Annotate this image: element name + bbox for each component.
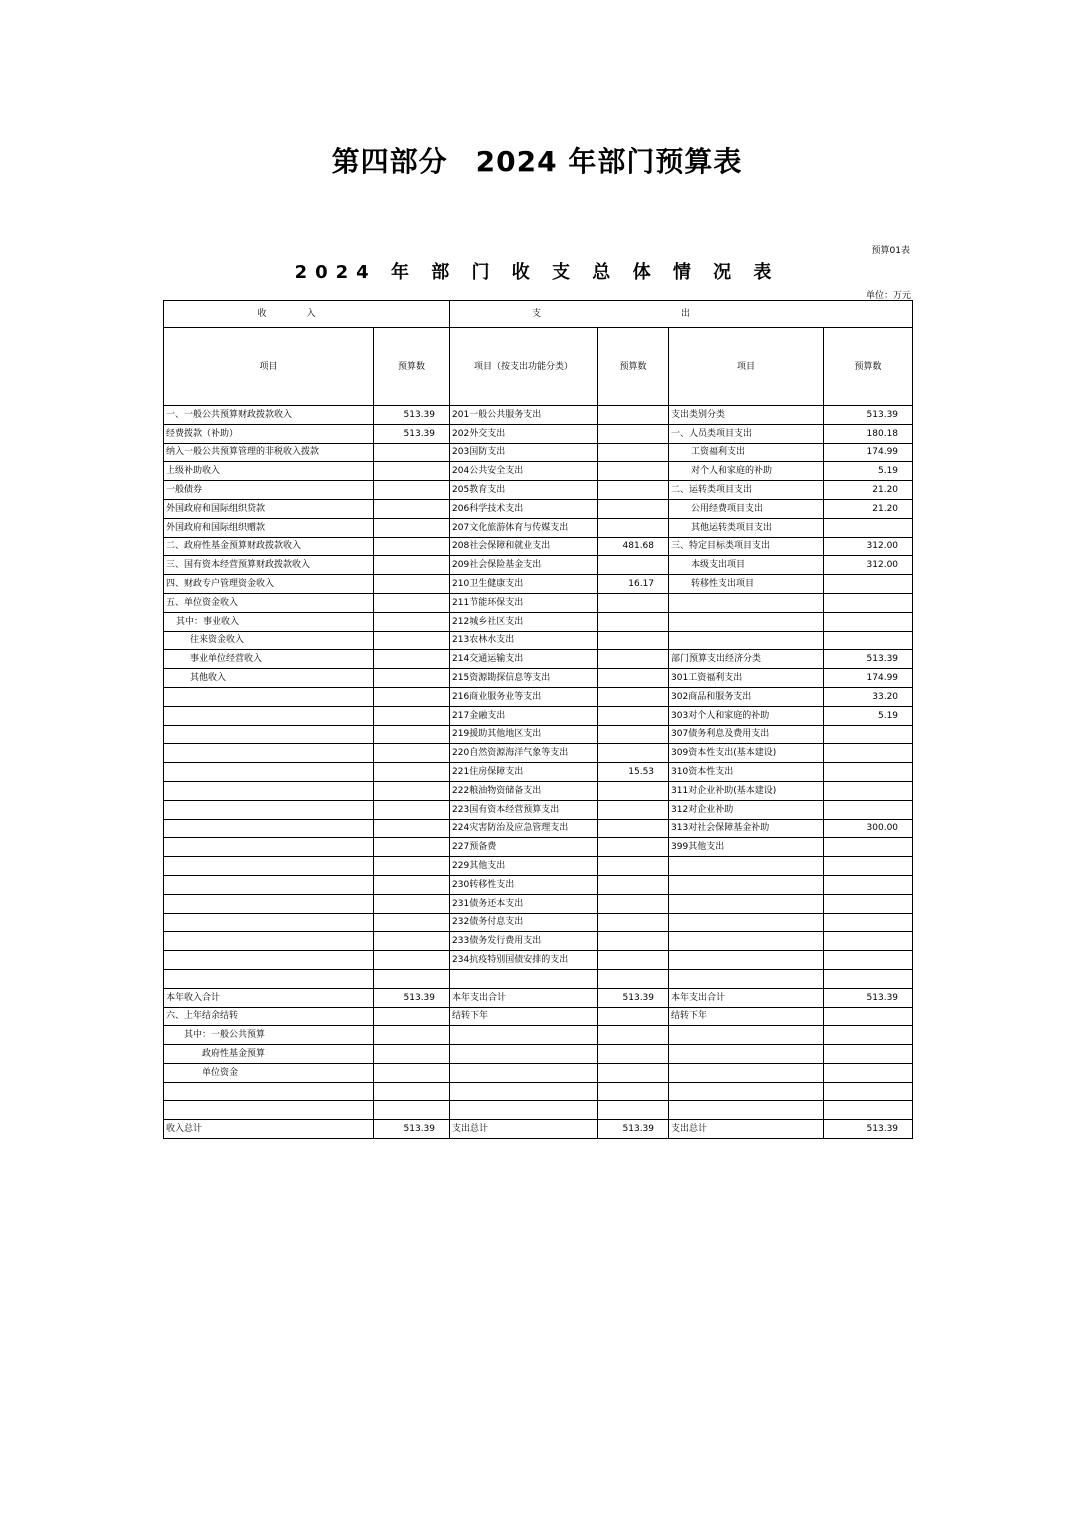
expense-value-cell: 312.00 (824, 537, 913, 556)
table-row (164, 406, 913, 425)
income-item-cell: 一、一般公共预算财政拨款收入 (164, 406, 374, 425)
table-row (164, 763, 913, 782)
page-title-part: 第四部分 (331, 145, 448, 178)
function-value-cell (598, 706, 669, 725)
function-value-cell (598, 744, 669, 763)
function-value-cell: 481.68 (598, 537, 669, 556)
income-value-cell (374, 1045, 450, 1064)
function-value-cell (598, 424, 669, 443)
expense-item-cell (669, 932, 824, 951)
expense-item-cell (669, 631, 824, 650)
function-item-cell (450, 1101, 598, 1120)
income-item-cell: 六、上年结余结转 (164, 1007, 374, 1026)
expense-value-cell (824, 838, 913, 857)
income-value-cell (374, 857, 450, 876)
expense-value-cell: 513.39 (824, 650, 913, 669)
function-value-cell (598, 894, 669, 913)
expense-item-cell (669, 857, 824, 876)
table-row (164, 499, 913, 518)
expense-item-cell: 307债务利息及费用支出 (669, 725, 824, 744)
income-value-cell (374, 932, 450, 951)
expense-value-cell (824, 1045, 913, 1064)
function-value-cell (598, 631, 669, 650)
income-item-cell (164, 744, 374, 763)
expense-value-cell (824, 763, 913, 782)
header-row-group (164, 301, 913, 328)
income-value-cell (374, 913, 450, 932)
table-row (164, 631, 913, 650)
expense-item-cell: 310资本性支出 (669, 763, 824, 782)
income-item-cell (164, 913, 374, 932)
table-row (164, 424, 913, 443)
table-row (164, 913, 913, 932)
table-row (164, 706, 913, 725)
expense-item-cell (669, 1101, 824, 1120)
expense-item-cell: 支出总计 (669, 1120, 824, 1139)
expense-item-cell: 三、特定目标类项目支出 (669, 537, 824, 556)
function-value-cell (598, 800, 669, 819)
form-number: 预算01表 (871, 246, 910, 256)
expense-item-cell: 结转下年 (669, 1007, 824, 1026)
function-value-cell (598, 1007, 669, 1026)
income-value-cell (374, 894, 450, 913)
expense-item-cell: 301工资福利支出 (669, 669, 824, 688)
expense-item-cell: 311对企业补助(基本建设) (669, 781, 824, 800)
table-row (164, 1026, 913, 1045)
function-item-cell: 213农林水支出 (450, 631, 598, 650)
expense-value-cell (824, 631, 913, 650)
expense-value-cell: 312.00 (824, 556, 913, 575)
expense-item-cell: 313对社会保障基金补助 (669, 819, 824, 838)
income-item-cell: 其他收入 (164, 669, 374, 688)
expense-item-cell (669, 1082, 824, 1101)
function-value-cell (598, 481, 669, 500)
expense-value-cell (824, 612, 913, 631)
income-item-cell (164, 725, 374, 744)
income-item-cell (164, 875, 374, 894)
function-value-cell (598, 650, 669, 669)
expense-value-cell (824, 744, 913, 763)
income-value-cell (374, 838, 450, 857)
expense-header: 支出 (450, 301, 913, 328)
table-row (164, 838, 913, 857)
table-row (164, 969, 913, 988)
income-item-cell: 一般债券 (164, 481, 374, 500)
function-value-cell (598, 781, 669, 800)
income-value-cell (374, 518, 450, 537)
income-value-cell (374, 781, 450, 800)
expense-item-cell: 支出类别分类 (669, 406, 824, 425)
income-value-cell (374, 951, 450, 970)
income-item-cell (164, 706, 374, 725)
table-row (164, 650, 913, 669)
income-value-cell (374, 763, 450, 782)
expense-value-cell (824, 1026, 913, 1045)
expense-item-cell: 302商品和服务支出 (669, 687, 824, 706)
function-item-cell: 231债务还本支出 (450, 894, 598, 913)
income-item-cell (164, 838, 374, 857)
table-row (164, 725, 913, 744)
income-item-cell (164, 857, 374, 876)
function-item-cell: 216商业服务业等支出 (450, 687, 598, 706)
expense-value-cell (824, 518, 913, 537)
income-item-cell (164, 781, 374, 800)
table-row (164, 857, 913, 876)
income-item-cell: 事业单位经营收入 (164, 650, 374, 669)
table-row (164, 875, 913, 894)
income-value-cell (374, 556, 450, 575)
expense-value-cell: 21.20 (824, 499, 913, 518)
table-row (164, 556, 913, 575)
expense-value-cell (824, 800, 913, 819)
expense-value-cell (824, 857, 913, 876)
function-value-cell (598, 1101, 669, 1120)
expense-value-cell (824, 894, 913, 913)
col-item3-header: 项目 (669, 328, 824, 406)
expense-value-cell: 300.00 (824, 819, 913, 838)
expense-item-cell: 303对个人和家庭的补助 (669, 706, 824, 725)
income-item-cell (164, 1082, 374, 1101)
income-value-cell (374, 1063, 450, 1082)
expense-item-cell (669, 951, 824, 970)
income-item-cell (164, 687, 374, 706)
function-value-cell (598, 556, 669, 575)
col-budget3-header: 预算数 (824, 328, 913, 406)
expense-value-cell (824, 1082, 913, 1101)
function-item-cell: 234抗疫特别国债安排的支出 (450, 951, 598, 970)
function-item-cell: 207文化旅游体育与传媒支出 (450, 518, 598, 537)
table-row (164, 518, 913, 537)
expense-item-cell: 工资福利支出 (669, 443, 824, 462)
function-value-cell: 16.17 (598, 575, 669, 594)
col-func-item-header: 项目（按支出功能分类） (450, 328, 598, 406)
income-value-cell (374, 499, 450, 518)
income-item-cell: 单位资金 (164, 1063, 374, 1082)
table-row (164, 800, 913, 819)
page-title-name: 2024 年部门预算表 (475, 145, 743, 178)
expense-item-cell: 二、运转类项目支出 (669, 481, 824, 500)
income-item-cell: 往来资金收入 (164, 631, 374, 650)
table-row (164, 1007, 913, 1026)
header-row-columns (164, 328, 913, 406)
function-value-cell (598, 932, 669, 951)
col-item-header: 项目 (164, 328, 374, 406)
function-item-cell: 229其他支出 (450, 857, 598, 876)
function-item-cell: 209社会保险基金支出 (450, 556, 598, 575)
function-value-cell (598, 838, 669, 857)
income-item-cell: 本年收入合计 (164, 988, 374, 1007)
expense-item-cell (669, 612, 824, 631)
income-value-cell (374, 800, 450, 819)
function-value-cell (598, 875, 669, 894)
income-value-cell (374, 575, 450, 594)
expense-value-cell: 513.39 (824, 988, 913, 1007)
income-item-cell: 其中：事业收入 (164, 612, 374, 631)
table-row (164, 537, 913, 556)
income-value-cell (374, 612, 450, 631)
expense-item-cell (669, 1045, 824, 1064)
income-item-cell: 外国政府和国际组织赠款 (164, 518, 374, 537)
expense-value-cell: 5.19 (824, 706, 913, 725)
expense-value-cell (824, 1063, 913, 1082)
function-value-cell (598, 969, 669, 988)
expense-item-cell: 399其他支出 (669, 838, 824, 857)
income-item-cell (164, 819, 374, 838)
table-row (164, 575, 913, 594)
expense-item-cell (669, 593, 824, 612)
income-value-cell: 513.39 (374, 424, 450, 443)
function-item-cell: 本年支出合计 (450, 988, 598, 1007)
income-value-cell (374, 725, 450, 744)
table-row (164, 744, 913, 763)
function-item-cell: 212城乡社区支出 (450, 612, 598, 631)
function-value-cell (598, 612, 669, 631)
function-value-cell (598, 819, 669, 838)
table-row (164, 932, 913, 951)
function-item-cell: 支出总计 (450, 1120, 598, 1139)
expense-item-cell: 转移性支出项目 (669, 575, 824, 594)
unit-label: 单位：万元 (865, 291, 911, 301)
table-row (164, 819, 913, 838)
function-value-cell (598, 593, 669, 612)
income-value-cell (374, 537, 450, 556)
income-item-cell: 上级补助收入 (164, 462, 374, 481)
income-value-cell (374, 819, 450, 838)
function-value-cell (598, 857, 669, 876)
expense-item-cell: 公用经费项目支出 (669, 499, 824, 518)
expense-value-cell (824, 1007, 913, 1026)
function-item-cell (450, 1063, 598, 1082)
income-item-cell (164, 1101, 374, 1120)
expense-item-cell: 本年支出合计 (669, 988, 824, 1007)
table-row (164, 1063, 913, 1082)
expense-item-cell (669, 969, 824, 988)
function-item-cell (450, 1082, 598, 1101)
table-row (164, 951, 913, 970)
income-value-cell: 513.39 (374, 406, 450, 425)
table-row (164, 462, 913, 481)
income-item-cell (164, 969, 374, 988)
expense-value-cell: 174.99 (824, 443, 913, 462)
income-value-cell (374, 593, 450, 612)
expense-value-cell (824, 913, 913, 932)
function-value-cell (598, 518, 669, 537)
expense-item-cell (669, 894, 824, 913)
income-item-cell: 政府性基金预算 (164, 1045, 374, 1064)
table-row (164, 1120, 913, 1139)
table-row (164, 443, 913, 462)
function-value-cell (598, 1026, 669, 1045)
income-item-cell: 经费拨款（补助） (164, 424, 374, 443)
income-item-cell (164, 951, 374, 970)
function-item-cell: 232债务付息支出 (450, 913, 598, 932)
expense-value-cell (824, 932, 913, 951)
function-item-cell: 206科学技术支出 (450, 499, 598, 518)
function-item-cell: 230转移性支出 (450, 875, 598, 894)
income-value-cell (374, 1007, 450, 1026)
income-value-cell: 513.39 (374, 1120, 450, 1139)
expense-item-cell: 312对企业补助 (669, 800, 824, 819)
income-value-cell (374, 706, 450, 725)
function-item-cell: 233债务发行费用支出 (450, 932, 598, 951)
function-item-cell (450, 1045, 598, 1064)
table-row (164, 669, 913, 688)
function-item-cell: 215资源勘探信息等支出 (450, 669, 598, 688)
expense-item-cell (669, 1026, 824, 1045)
expense-item-cell: 对个人和家庭的补助 (669, 462, 824, 481)
function-item-cell: 结转下年 (450, 1007, 598, 1026)
income-value-cell (374, 443, 450, 462)
function-item-cell: 219援助其他地区支出 (450, 725, 598, 744)
income-item-cell (164, 763, 374, 782)
income-value-cell (374, 1082, 450, 1101)
income-value-cell (374, 744, 450, 763)
expense-value-cell: 180.18 (824, 424, 913, 443)
function-item-cell (450, 1026, 598, 1045)
function-value-cell (598, 687, 669, 706)
expense-item-cell: 部门预算支出经济分类 (669, 650, 824, 669)
function-value-cell: 15.53 (598, 763, 669, 782)
function-value-cell (598, 913, 669, 932)
expense-item-cell (669, 913, 824, 932)
function-item-cell: 202外交支出 (450, 424, 598, 443)
function-item-cell: 201一般公共服务支出 (450, 406, 598, 425)
expense-item-cell: 309资本性支出(基本建设) (669, 744, 824, 763)
expense-item-cell: 一、人员类项目支出 (669, 424, 824, 443)
income-item-cell: 其中：一般公共预算 (164, 1026, 374, 1045)
expense-value-cell (824, 951, 913, 970)
table-row (164, 687, 913, 706)
function-value-cell (598, 1063, 669, 1082)
function-item-cell: 208社会保障和就业支出 (450, 537, 598, 556)
income-value-cell (374, 650, 450, 669)
income-item-cell: 四、财政专户管理资金收入 (164, 575, 374, 594)
function-value-cell (598, 443, 669, 462)
function-value-cell (598, 1082, 669, 1101)
expense-value-cell (824, 593, 913, 612)
function-item-cell: 210卫生健康支出 (450, 575, 598, 594)
function-value-cell (598, 669, 669, 688)
function-item-cell: 205教育支出 (450, 481, 598, 500)
income-header: 收入 (164, 301, 450, 328)
income-item-cell: 收入总计 (164, 1120, 374, 1139)
expense-value-cell (824, 1101, 913, 1120)
income-value-cell (374, 1101, 450, 1120)
expense-value-cell: 33.20 (824, 687, 913, 706)
income-value-cell (374, 875, 450, 894)
table-row (164, 612, 913, 631)
function-item-cell: 223国有资本经营预算支出 (450, 800, 598, 819)
function-item-cell: 203国防支出 (450, 443, 598, 462)
table-row (164, 781, 913, 800)
function-item-cell: 224灾害防治及应急管理支出 (450, 819, 598, 838)
function-value-cell (598, 1045, 669, 1064)
function-item-cell: 220自然资源海洋气象等支出 (450, 744, 598, 763)
expense-item-cell: 本级支出项目 (669, 556, 824, 575)
income-item-cell: 外国政府和国际组织贷款 (164, 499, 374, 518)
expense-value-cell: 21.20 (824, 481, 913, 500)
income-item-cell: 三、国有资本经营预算财政拨款收入 (164, 556, 374, 575)
income-value-cell: 513.39 (374, 988, 450, 1007)
expense-value-cell (824, 969, 913, 988)
income-value-cell (374, 687, 450, 706)
function-item-cell: 214交通运输支出 (450, 650, 598, 669)
income-value-cell (374, 631, 450, 650)
table-row (164, 988, 913, 1007)
income-item-cell: 纳入一般公共预算管理的非税收入拨款 (164, 443, 374, 462)
function-item-cell: 211节能环保支出 (450, 593, 598, 612)
function-item-cell: 222粮油物资储备支出 (450, 781, 598, 800)
col-budget2-header: 预算数 (598, 328, 669, 406)
income-value-cell (374, 669, 450, 688)
income-value-cell (374, 462, 450, 481)
expense-value-cell: 513.39 (824, 1120, 913, 1139)
function-item-cell (450, 969, 598, 988)
expense-value-cell: 513.39 (824, 406, 913, 425)
income-item-cell (164, 932, 374, 951)
col-budget-header: 预算数 (374, 328, 450, 406)
function-value-cell (598, 499, 669, 518)
expense-value-cell: 174.99 (824, 669, 913, 688)
income-item-cell: 五、单位资金收入 (164, 593, 374, 612)
function-value-cell: 513.39 (598, 1120, 669, 1139)
income-item-cell (164, 800, 374, 819)
expense-item-cell: 其他运转类项目支出 (669, 518, 824, 537)
function-item-cell: 204公共安全支出 (450, 462, 598, 481)
function-item-cell: 217金融支出 (450, 706, 598, 725)
expense-item-cell (669, 875, 824, 894)
table-row (164, 894, 913, 913)
function-value-cell: 513.39 (598, 988, 669, 1007)
function-value-cell (598, 951, 669, 970)
expense-value-cell (824, 575, 913, 594)
table-row (164, 1082, 913, 1101)
function-value-cell (598, 725, 669, 744)
table-row (164, 593, 913, 612)
function-item-cell: 221住房保障支出 (450, 763, 598, 782)
expense-value-cell (824, 781, 913, 800)
expense-value-cell (824, 875, 913, 894)
income-value-cell (374, 969, 450, 988)
page-title (0, 140, 1074, 180)
table-title: 2024 年 部 门 收 支 总 体 情 况 表 (294, 262, 780, 283)
table-row (164, 1101, 913, 1120)
function-value-cell (598, 406, 669, 425)
income-item-cell: 二、政府性基金预算财政拨款收入 (164, 537, 374, 556)
expense-value-cell (824, 725, 913, 744)
function-item-cell: 227预备费 (450, 838, 598, 857)
income-item-cell (164, 894, 374, 913)
table-row (164, 481, 913, 500)
income-value-cell (374, 1026, 450, 1045)
budget-table (163, 300, 913, 1139)
function-value-cell (598, 462, 669, 481)
expense-item-cell (669, 1063, 824, 1082)
income-value-cell (374, 481, 450, 500)
expense-value-cell: 5.19 (824, 462, 913, 481)
table-row (164, 1045, 913, 1064)
